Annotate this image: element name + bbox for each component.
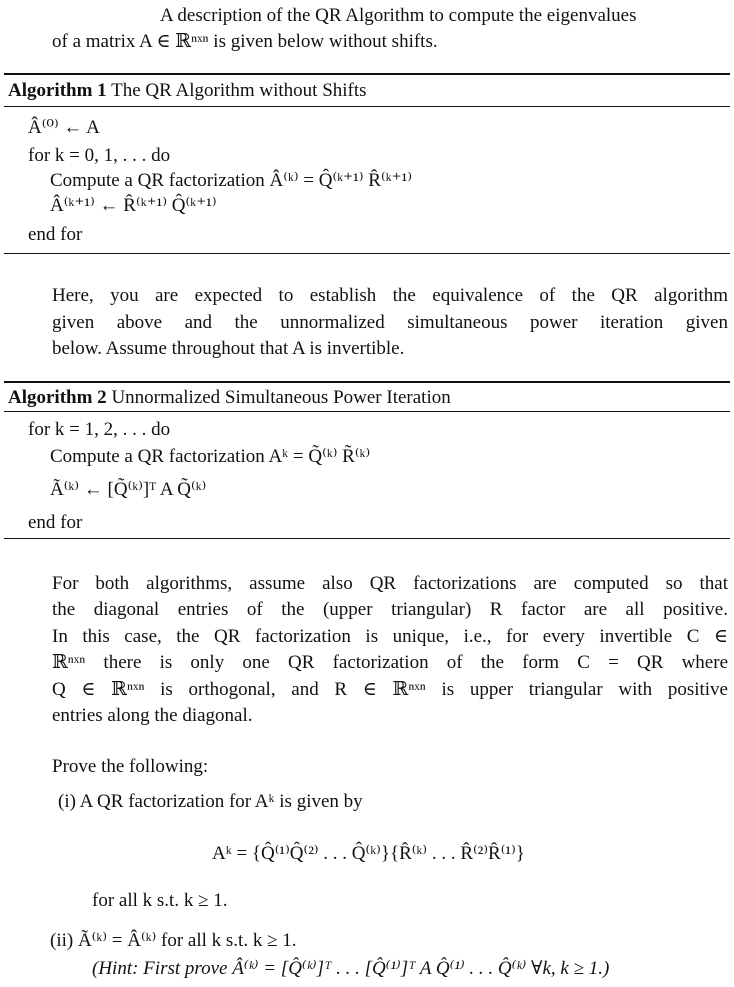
alg1-title-label: Algorithm 1 — [8, 80, 107, 101]
alg1-line-endfor: end for — [28, 224, 83, 245]
para2-line-3: In this case, the QR factorization is unique, i.e., for every invertible C ∈ — [52, 626, 728, 647]
para2-line-1: For both algorithms, assume also QR factorizations are computed so that — [52, 573, 728, 594]
para2-line-4: ℝⁿˣⁿ there is only one QR factorization of the form C = QR where — [52, 652, 728, 673]
para2-line-2: the diagonal entries of the (upper triangular) R factor are all positive. — [52, 599, 728, 620]
alg2-top-rule — [4, 381, 730, 383]
alg1-top-rule — [4, 73, 730, 75]
alg2-line-endfor: end for — [28, 512, 83, 533]
alg2-title-rule — [4, 411, 730, 412]
alg2-line-for: for k = 1, 2, . . . do — [28, 419, 171, 440]
alg1-line-for: for k = 0, 1, . . . do — [28, 145, 171, 166]
alg1-line-update: Â⁽ᵏ⁺¹⁾ ← R̂⁽ᵏ⁺¹⁾ Q̂⁽ᵏ⁺¹⁾ — [50, 195, 217, 216]
intro-line-2: of a matrix A ∈ ℝⁿˣⁿ is given below without shifts. — [52, 31, 438, 52]
alg2-title-text: Unnormalized Simultaneous Power Iteration — [111, 387, 451, 408]
alg1-line-init: Â⁽⁰⁾ ← A — [28, 117, 100, 138]
alg1-title-text: The QR Algorithm without Shifts — [111, 80, 367, 101]
prove-forall: for all k s.t. k ≥ 1. — [92, 890, 228, 911]
prove-hint: (Hint: First prove Â⁽ᵏ⁾ = [Q̂⁽ᵏ⁾]ᵀ . . . [Q̂⁽¹⁾]ᵀ A Q̂⁽¹⁾ . . . Q̂⁽ᵏ⁾ ∀k, k ≥ 1.) — [92, 958, 610, 979]
alg1-bottom-rule — [4, 253, 730, 254]
alg2-line-update: Ã⁽ᵏ⁾ ← [Q̃⁽ᵏ⁾]ᵀ A Q̃⁽ᵏ⁾ — [50, 479, 207, 500]
para1-line-3: below. Assume throughout that A is invertible. — [52, 338, 405, 359]
intro-line-1: A description of the QR Algorithm to compute the eigenvalues — [160, 5, 637, 26]
prove-heading: Prove the following: — [52, 756, 209, 777]
para1-line-2: given above and the unnormalized simultaneous power iteration given — [52, 312, 728, 333]
alg2-line-factor: Compute a QR factorization Aᵏ = Q̃⁽ᵏ⁾ R̃⁽ᵏ⁾ — [50, 446, 371, 467]
prove-item-1: (i) A QR factorization for Aᵏ is given by — [58, 791, 363, 812]
prove-equation: Aᵏ = {Q̂⁽¹⁾Q̂⁽²⁾ . . . Q̂⁽ᵏ⁾}{R̂⁽ᵏ⁾ . . . R̂⁽²⁾R̂⁽¹⁾} — [212, 843, 525, 864]
alg2-title — [8, 387, 451, 409]
alg2-title-label: Algorithm 2 — [8, 387, 107, 408]
alg1-title — [8, 80, 367, 102]
alg1-title-rule — [4, 106, 730, 107]
alg1-line-factor: Compute a QR factorization Â⁽ᵏ⁾ = Q̂⁽ᵏ⁺¹⁾ R̂⁽ᵏ⁺¹⁾ — [50, 170, 413, 191]
para2-line-6: entries along the diagonal. — [52, 705, 253, 726]
para1-line-1: Here, you are expected to establish the equivalence of the QR algorithm — [52, 285, 728, 306]
alg2-bottom-rule — [4, 538, 730, 539]
prove-item-2: (ii) Ã⁽ᵏ⁾ = Â⁽ᵏ⁾ for all k s.t. k ≥ 1. — [50, 930, 297, 951]
para2-line-5: Q ∈ ℝⁿˣⁿ is orthogonal, and R ∈ ℝⁿˣⁿ is upper triangular with positive — [52, 679, 728, 700]
